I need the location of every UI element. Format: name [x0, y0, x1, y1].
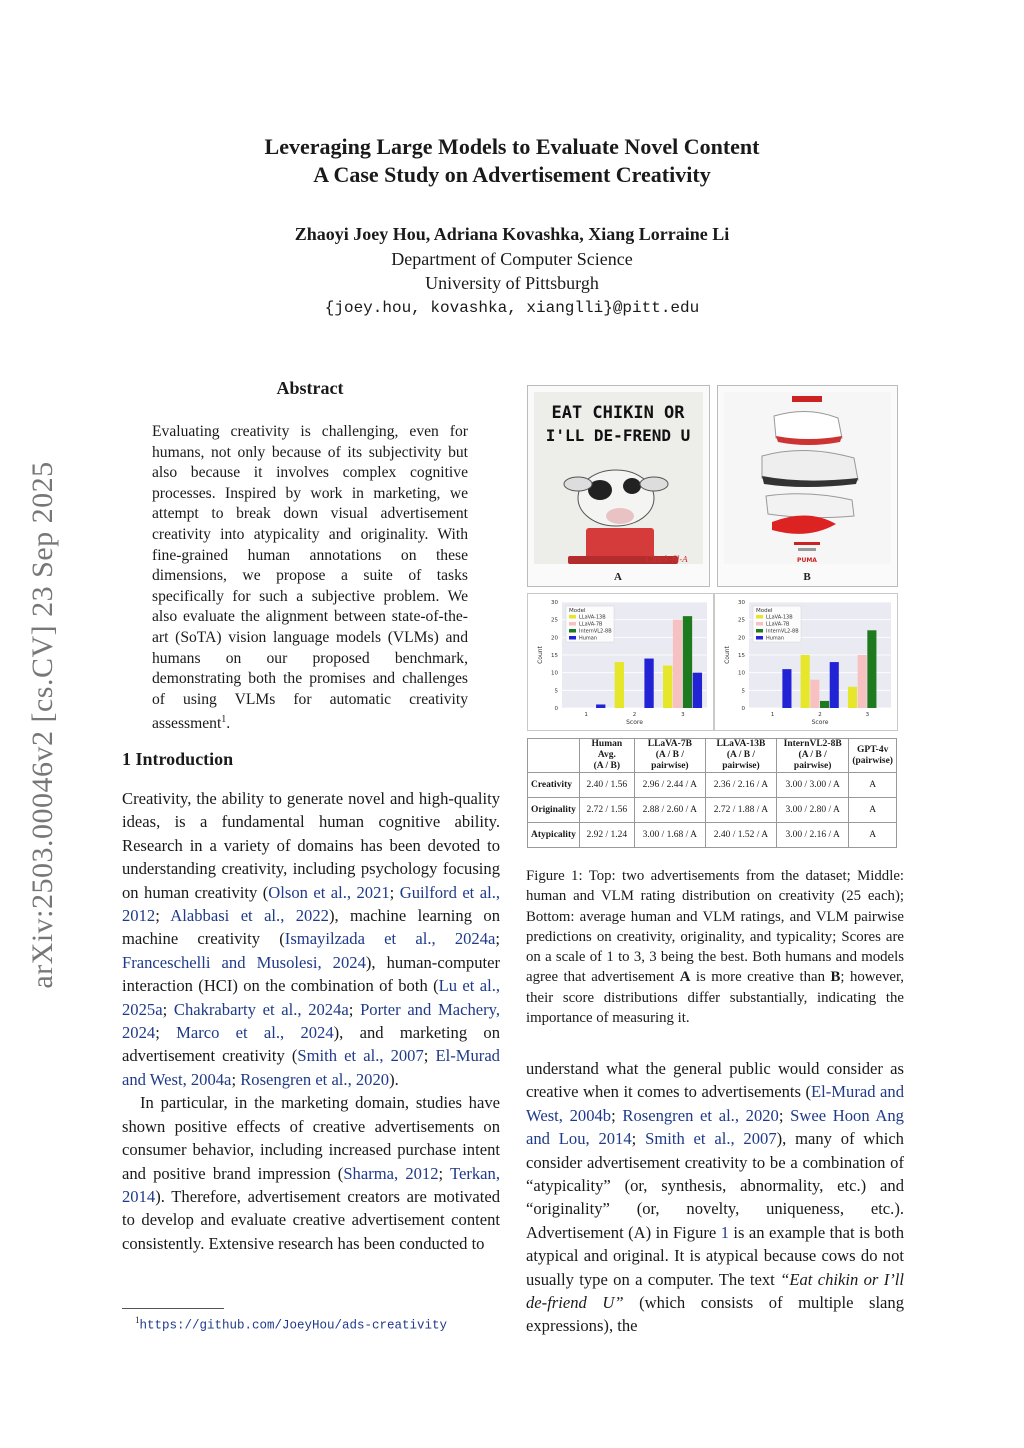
- results-table: [527, 738, 897, 848]
- text-run: ;: [438, 1163, 450, 1183]
- bar-llava-7b: [858, 655, 867, 708]
- legend-title: Model: [756, 608, 773, 614]
- table-row-header: Atypicality: [528, 823, 580, 848]
- citation-link[interactable]: Olson et al., 2021: [268, 882, 390, 902]
- citation-link[interactable]: El-Murad and West, 2004b: [526, 1082, 904, 1125]
- intro-paragraph: [122, 787, 500, 1255]
- abstract-body: Evaluating creativity is challenging, even for humans, not only because of its subjectivity but also because it involves complex cognitive processes. Inspired by work in marketing, we attempt to break down visual advertisement creativity into atypicality and originality. With fine-grained human annotations on these dimensions, we propose a suite of tasks specifically for such a subjective problem. We also evaluate the alignment between state-of-the-art (SoTA) vision language models (VLMs) and humans on our proposed benchmark, demonstrating both the promises and challenges of using VLMs for automatic creativity assessment: [152, 423, 468, 733]
- abstract-heading: Abstract: [276, 378, 344, 398]
- bar-llava-13b: [663, 666, 672, 708]
- legend-swatch: [756, 636, 763, 640]
- x-tick-label: 1: [584, 712, 588, 718]
- text-run: ;: [162, 999, 174, 1019]
- y-tick-label: 5: [741, 688, 745, 695]
- citation-link[interactable]: Porter and Machery, 2024: [122, 999, 501, 1043]
- table-cell: 2.92 / 1.24: [579, 823, 634, 848]
- citation-link[interactable]: Marco et al., 2024: [176, 1023, 334, 1043]
- cow-ad-illustration: [528, 386, 709, 586]
- bar-llava-13b: [615, 662, 624, 708]
- text-run: ), human-computer interaction (HCI) on the combination of both (: [122, 952, 500, 996]
- citation-link[interactable]: El-Murad and West, 2004a: [122, 1046, 500, 1089]
- x-tick-label: 2: [632, 712, 637, 718]
- rating-distribution-chart-b: [715, 594, 897, 730]
- citation-link[interactable]: Rosengren et al., 2020: [622, 1105, 779, 1125]
- text-run: ;: [348, 999, 361, 1019]
- results-table-body: [528, 773, 897, 848]
- caption-bold-a: A: [679, 969, 691, 986]
- text-run: ;: [155, 1023, 177, 1043]
- citation-link[interactable]: Swee Hoon Ang and Lou, 2014: [526, 1105, 904, 1149]
- header-line: GPT-4v: [857, 744, 889, 755]
- ad-b-label: B: [803, 571, 811, 583]
- affiliation-department: Department of Computer Science: [391, 249, 633, 269]
- header-subline: (A / B / pairwise): [793, 750, 832, 771]
- footnote-number: 1: [135, 1315, 140, 1325]
- header-subline: (A / B): [593, 761, 621, 771]
- header-line: LLaVA-7B: [647, 739, 692, 749]
- bar-llava-13b: [801, 655, 810, 708]
- x-axis-label: Score: [626, 719, 643, 726]
- text-run: (which consists of multiple slang expressions), the: [526, 1293, 905, 1336]
- text-run: In particular, in the marketing domain, studies have shown positive effects of creative advertisements on consumer behavior, including increased purchase intent and positive brand impression (: [122, 1093, 500, 1183]
- section-heading-introduction: 1 Introduction: [122, 749, 234, 769]
- legend-title: Model: [569, 608, 586, 614]
- x-tick-label: 3: [681, 712, 685, 718]
- table-cell: 3.00 / 2.16 / A: [776, 823, 848, 848]
- footnote: [135, 1315, 447, 1332]
- text-run: ). Therefore, advertisement creators are motivated to develop and evaluate creative advertisement content consistently. Extensive research has been conducted to: [122, 1186, 500, 1253]
- citation-link[interactable]: Sharma, 2012: [343, 1163, 439, 1183]
- header-subline: (pairwise): [852, 755, 893, 766]
- legend-entry: Human: [579, 635, 598, 642]
- text-run: ;: [611, 1105, 623, 1125]
- bar-human: [693, 673, 702, 708]
- arxiv-id: arXiv:2503.00046v2 [cs.CV] 23 Sep 2025: [26, 461, 59, 989]
- text-run: ), machine learning on machine creativity (: [122, 906, 500, 949]
- bar-human: [596, 704, 605, 708]
- header-line: LLaVA-13B: [716, 739, 766, 749]
- paper-title-line2: A Case Study on Advertisement Creativity: [313, 162, 711, 187]
- y-tick-label: 15: [738, 653, 745, 659]
- caption-bold-b: B: [830, 969, 841, 986]
- bar-internvl2-8b: [820, 701, 829, 708]
- header-line: InternVL2-8B: [783, 739, 842, 749]
- ad-image-a: [527, 385, 710, 587]
- table-row-header: Creativity: [528, 773, 580, 798]
- author-list: Zhaoyi Joey Hou, Adriana Kovashka, Xiang Lorraine Li: [294, 224, 730, 244]
- ad-a-label: A: [614, 571, 622, 583]
- table-header-cell: [634, 739, 705, 773]
- caption-text: Figure 1: Top: two advertisements from the dataset; Middle: human and VLM rating distribution on creativity (25 each); Bottom: average human and VLM ratings, and VLM pairwise predictions on creativity, originality, and typicality; Scores are on a scale of 1 to 3, 3 being the best. Both humans and models agree that advertisement: [526, 868, 904, 986]
- header-subline: (A / B / pairwise): [651, 750, 689, 771]
- sneaker-ad-illustration: [718, 386, 897, 586]
- text-run: ;: [155, 906, 171, 926]
- paper-title-line1: Leveraging Large Models to Evaluate Novel Content: [264, 134, 760, 159]
- table-cell: A: [849, 773, 897, 798]
- table-header-cell: [705, 739, 776, 773]
- bar-human: [782, 669, 791, 708]
- bar-llava-13b: [848, 687, 857, 708]
- results-table-wrap: [527, 738, 897, 846]
- citation-link[interactable]: Chakrabarty et al., 2024a: [173, 999, 349, 1019]
- table-cell: A: [849, 823, 897, 848]
- x-tick-label: 3: [865, 712, 870, 718]
- text-run: ;: [231, 1069, 241, 1089]
- table-row-header: Originality: [528, 798, 580, 823]
- footnote-rule: [122, 1308, 224, 1309]
- citation-link[interactable]: Guilford et al., 2012: [122, 882, 501, 926]
- citation-link[interactable]: Lu et al., 2025a: [122, 976, 501, 1019]
- y-tick-label: 20: [551, 635, 558, 642]
- rating-distribution-chart-a: [528, 594, 713, 730]
- y-tick-label: 30: [738, 600, 745, 606]
- intro-paragraph-2: [122, 1091, 500, 1255]
- citation-link[interactable]: Terkan, 2014: [122, 1163, 500, 1206]
- abstract-text: [152, 422, 468, 735]
- table-cell: 2.40 / 1.56: [579, 773, 634, 798]
- figure-1-caption: [526, 866, 904, 1028]
- table-cell: A: [849, 798, 897, 823]
- figure-ref-link[interactable]: 1: [720, 1222, 729, 1242]
- text-run: ;: [778, 1105, 791, 1125]
- legend-entry: LLaVA-7B: [766, 621, 790, 628]
- citation-link[interactable]: Alabbasi et al., 2022: [170, 906, 329, 926]
- table-header-cell: [579, 739, 634, 773]
- legend-entry: InternVL2-8B: [579, 628, 612, 635]
- table-cell: 2.72 / 1.56: [579, 798, 634, 823]
- results-table-header-row: [528, 739, 897, 773]
- legend-entry: InternVL2-8B: [766, 628, 799, 635]
- legend-entry: Human: [766, 635, 785, 642]
- y-tick-label: 0: [741, 706, 745, 712]
- intro-paragraph-1: [122, 787, 500, 1091]
- legend-entry: LLaVA-7B: [579, 621, 603, 628]
- text-run: Creativity, the ability to generate novel and high-quality ideas, is a fundamental human cognitive ability. Research in a variety of domains has been devoted to understanding creativity, including psychology focusing on human creativity (: [122, 789, 500, 902]
- citation-link[interactable]: Franceschelli and Musolesi, 2024: [122, 952, 366, 972]
- legend-entry: LLaVA-13B: [579, 614, 606, 621]
- citation-link[interactable]: Smith et al., 2007: [297, 1046, 424, 1066]
- quoted-slogan: “Eat chikin or I’ll de-friend U”: [526, 1269, 904, 1313]
- y-tick-label: 10: [551, 670, 558, 677]
- y-tick-label: 30: [551, 600, 558, 606]
- bar-internvl2-8b: [867, 630, 876, 708]
- caption-text: ; however, their score distributions differ substantially, indicating the importance of measuring it.: [526, 969, 905, 1027]
- svg-text:PUMA: PUMA: [797, 557, 817, 564]
- table-header-cell: [776, 739, 848, 773]
- bar-human: [644, 659, 653, 708]
- bar-human: [830, 662, 839, 708]
- legend-swatch: [569, 615, 576, 619]
- abstract-footnote-mark: 1: [221, 714, 227, 726]
- text-run: ), and marketing on advertisement creativity (: [122, 1023, 500, 1066]
- legend-swatch: [569, 636, 576, 640]
- table-header-cell: [849, 739, 897, 773]
- header-line: Human Avg.: [591, 739, 623, 760]
- ad-image-b: [717, 385, 898, 587]
- legend-swatch: [569, 629, 576, 633]
- abstract-period: .: [226, 715, 231, 733]
- citation-link[interactable]: Rosengren et al., 2020: [240, 1069, 390, 1089]
- table-cell: 3.00 / 2.80 / A: [776, 798, 848, 823]
- x-axis-label: Score: [811, 719, 829, 726]
- affiliation-university: University of Pittsburgh: [425, 273, 599, 293]
- table-header-cell: [528, 739, 580, 773]
- svg-text:Chick-fil-A: Chick-fil-A: [645, 555, 688, 564]
- table-cell: 2.36 / 2.16 / A: [705, 773, 776, 798]
- text-run: understand what the general public would consider as creative when it comes to advertisements (: [526, 1059, 904, 1102]
- bar-internvl2-8b: [683, 616, 692, 708]
- ad-a-slogan-line2: I'LL DE-FREND U: [545, 426, 691, 445]
- legend-swatch: [756, 622, 763, 626]
- table-cell: 2.72 / 1.88 / A: [705, 798, 776, 823]
- y-tick-label: 20: [738, 635, 745, 642]
- text-run: ;: [631, 1129, 646, 1149]
- bar-llava-7b: [810, 680, 819, 708]
- x-tick-label: 1: [770, 712, 775, 718]
- y-axis-label: Count: [537, 646, 544, 664]
- arxiv-sidebar: [4, 420, 82, 1030]
- y-tick-label: 25: [738, 617, 745, 624]
- header-subline: (A / B / pairwise): [722, 750, 760, 771]
- text-run: ;: [389, 882, 400, 902]
- footnote-url-link[interactable]: https://github.com/JoeyHou/ads-creativity: [139, 1318, 448, 1333]
- text-run: ), many of which consider advertisement creativity to be a combination of “atypicality” (or, synthesis, abnormality, etc.) and “originality” (or, novelty, uniqueness, etc.). Advertisement (A) in Figure: [526, 1129, 904, 1242]
- table-cell: 2.40 / 1.52 / A: [705, 823, 776, 848]
- table-cell: 3.00 / 1.68 / A: [634, 823, 705, 848]
- table-cell: 2.88 / 2.60 / A: [634, 798, 705, 823]
- chart-panel-b: [714, 593, 898, 731]
- legend-swatch: [756, 629, 763, 633]
- y-tick-label: 5: [554, 688, 558, 695]
- legend-entry: LLaVA-13B: [766, 614, 793, 621]
- citation-link[interactable]: Ismayilzada et al., 2024a: [284, 929, 496, 949]
- text-run: is an example that is both atypical and original. It is atypical because cows do not usually type on a computer. The text: [526, 1222, 904, 1289]
- legend-swatch: [756, 615, 763, 619]
- citation-link[interactable]: Smith et al., 2007: [645, 1129, 777, 1149]
- bar-llava-7b: [673, 620, 682, 708]
- table-row: [528, 798, 897, 823]
- y-tick-label: 10: [738, 670, 745, 677]
- text-run: ).: [389, 1069, 399, 1089]
- table-cell: 2.96 / 2.44 / A: [634, 773, 705, 798]
- y-tick-label: 25: [551, 617, 558, 624]
- table-cell: 3.00 / 3.00 / A: [776, 773, 848, 798]
- chart-panel-a: [527, 593, 714, 731]
- table-row: [528, 823, 897, 848]
- y-tick-label: 0: [554, 706, 558, 712]
- text-run: ;: [423, 1046, 436, 1066]
- ad-a-slogan-line1: EAT CHIKIN OR: [551, 403, 685, 423]
- right-column-paragraph: [526, 1057, 904, 1338]
- affiliation-email: {joey.hou, kovashka, xianglli}@pitt.edu: [324, 299, 700, 317]
- table-row: [528, 773, 897, 798]
- caption-text: is more creative than: [690, 969, 831, 986]
- text-run: ;: [495, 929, 500, 949]
- legend-swatch: [569, 622, 576, 626]
- y-tick-label: 15: [551, 653, 558, 659]
- x-tick-label: 2: [818, 712, 822, 718]
- y-axis-label: Count: [724, 646, 731, 664]
